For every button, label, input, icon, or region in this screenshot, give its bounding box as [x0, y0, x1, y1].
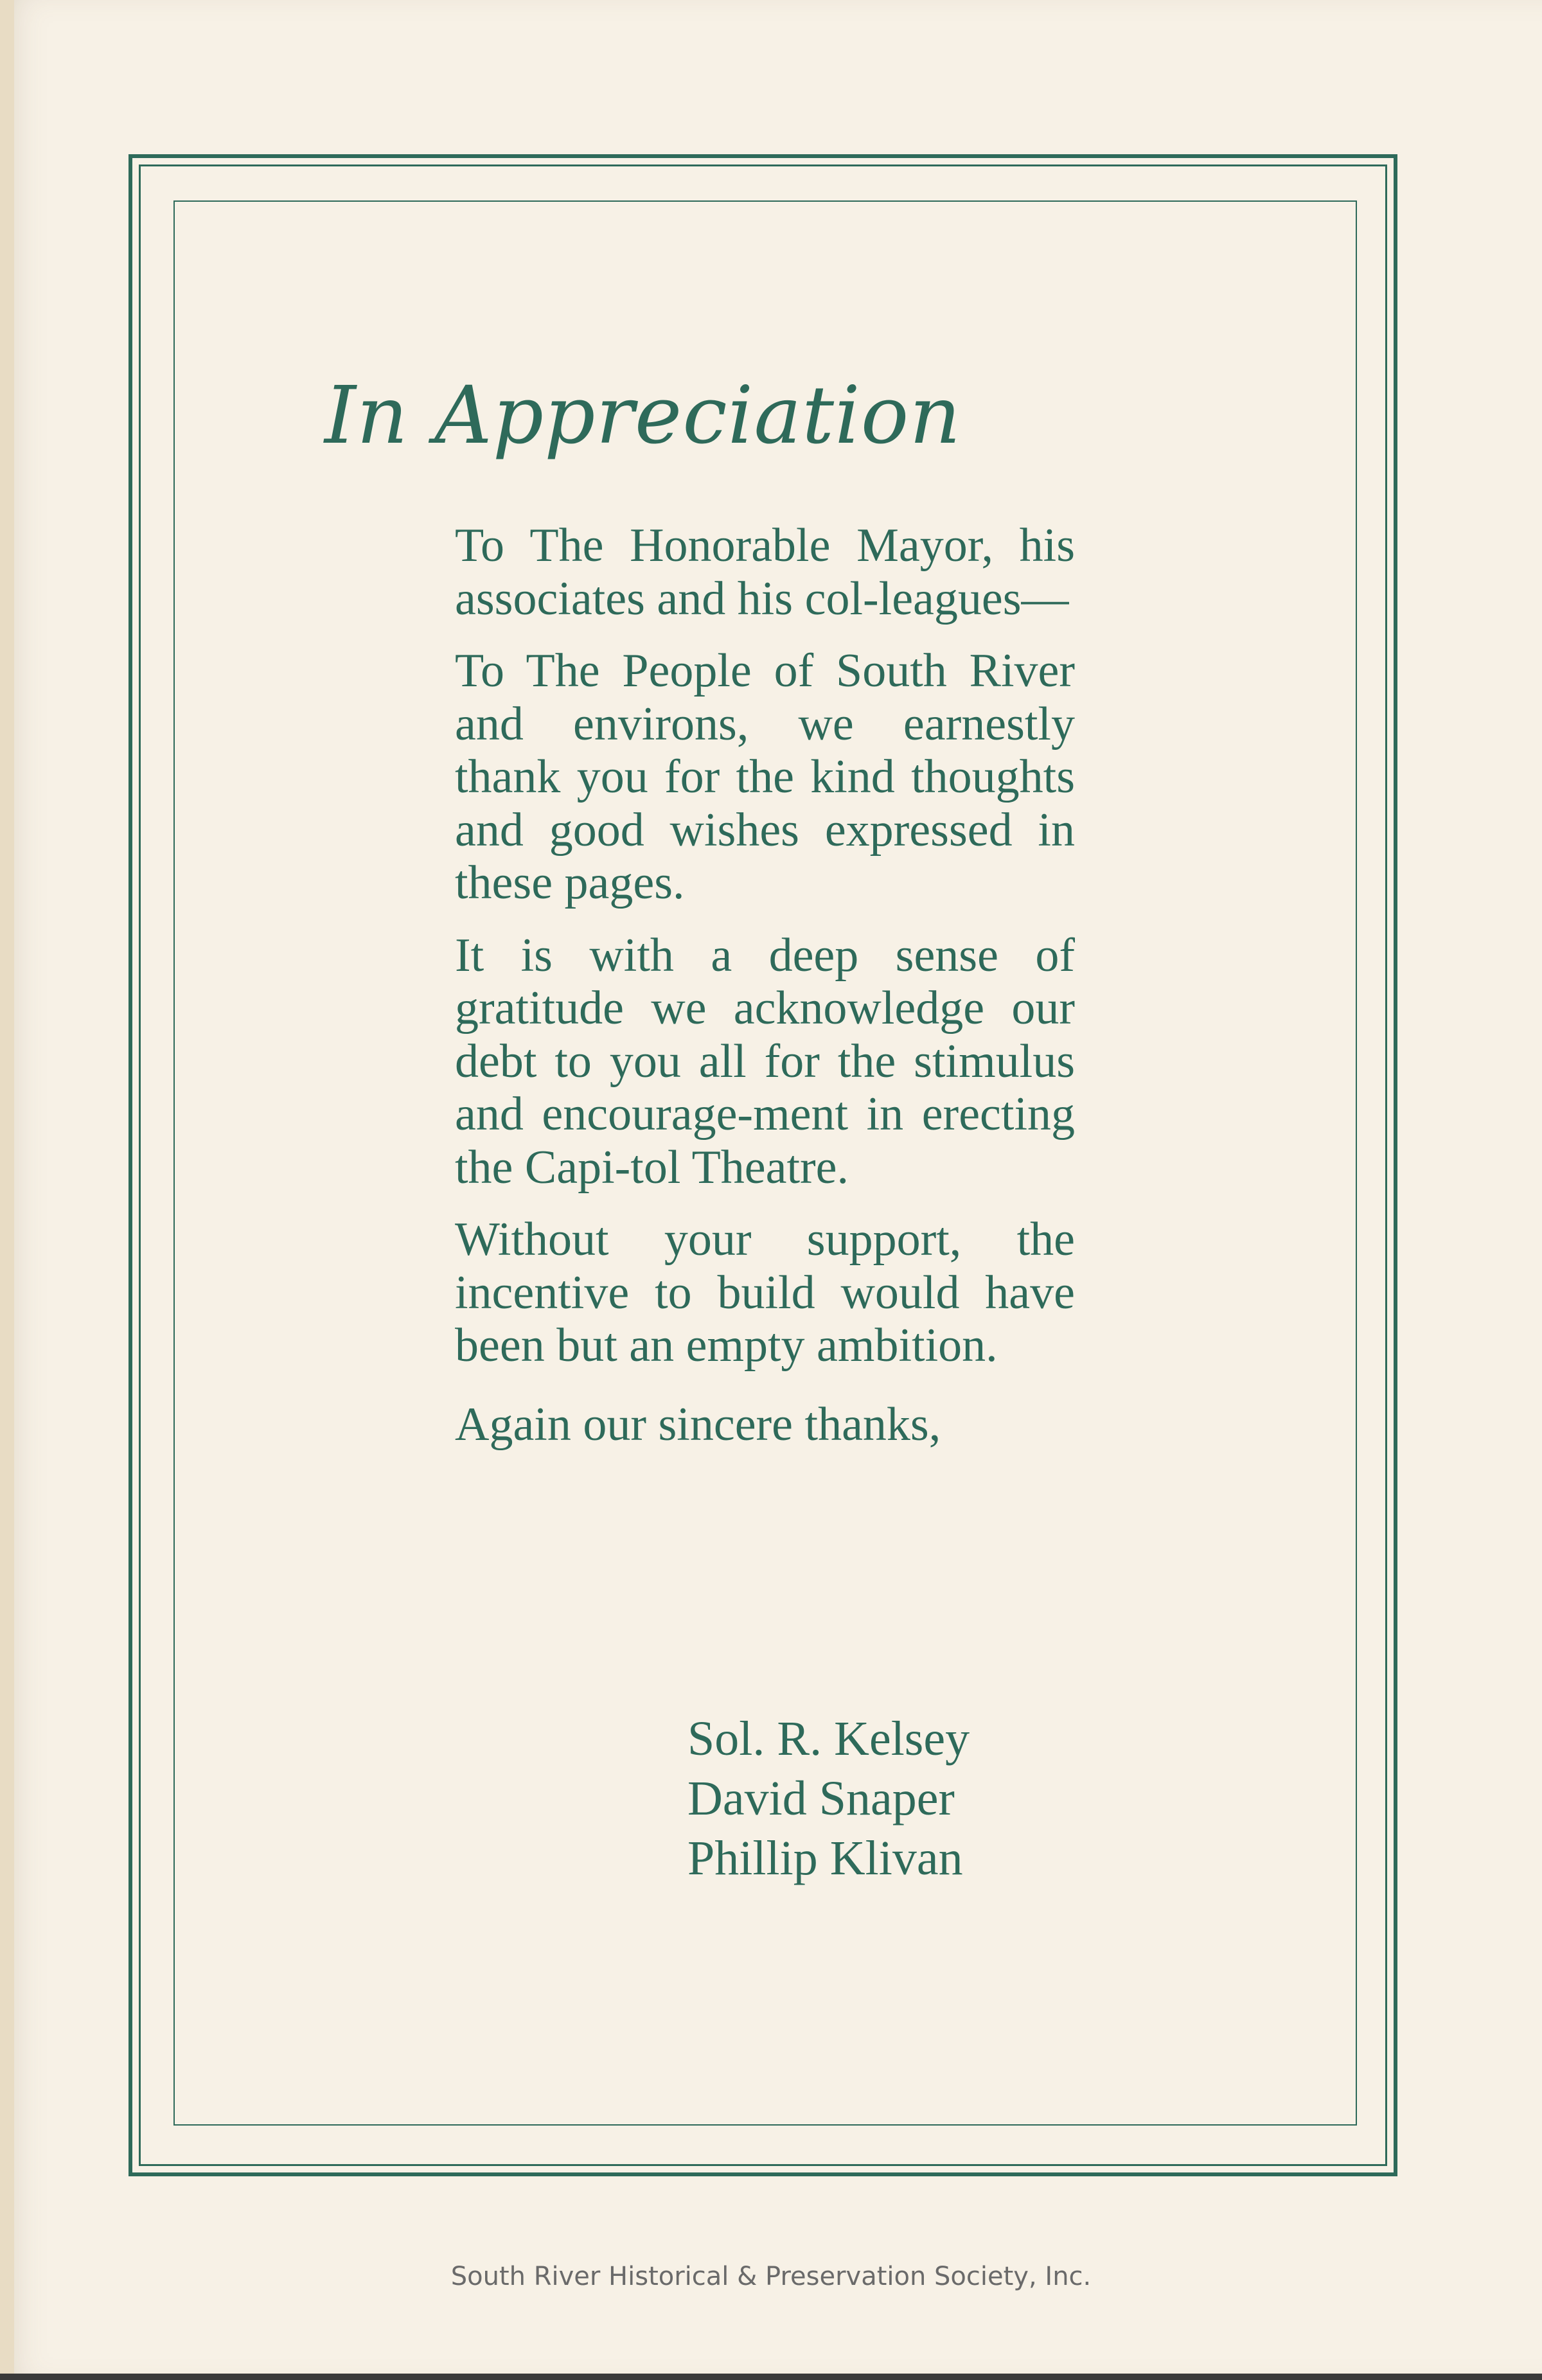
closing-line: Again our sincere thanks, — [455, 1398, 941, 1451]
paragraph-thanks: To The People of South River and environs, we earnestly thank you for the kind thoughts and good wishes expressed in these pages. — [455, 644, 1075, 909]
paragraph-gratitude: It is with a deep sense of gratitude we acknowledge our debt to you all for the stimulus and encourage-ment in erecting the Capi-tol Theatre. — [455, 928, 1075, 1194]
signature-name: David Snaper — [687, 1772, 955, 1825]
paragraph-salutation: To The Honorable Mayor, his associates and his col-leagues— — [455, 519, 1075, 625]
signature-block — [687, 1709, 970, 1888]
page-title: In Appreciation — [324, 369, 962, 462]
letter-body — [455, 519, 1075, 1470]
signature-name: Sol. R. Kelsey — [687, 1712, 970, 1766]
paragraph-support: Without your support, the incentive to build would have been but an empty ambition. — [455, 1213, 1075, 1372]
page-spine — [0, 0, 14, 2380]
signature-name: Phillip Klivan — [687, 1831, 963, 1885]
footer-credit: South River Historical & Preservation Society, Inc. — [450, 2262, 1092, 2291]
page-bottom-edge — [0, 2374, 1542, 2380]
